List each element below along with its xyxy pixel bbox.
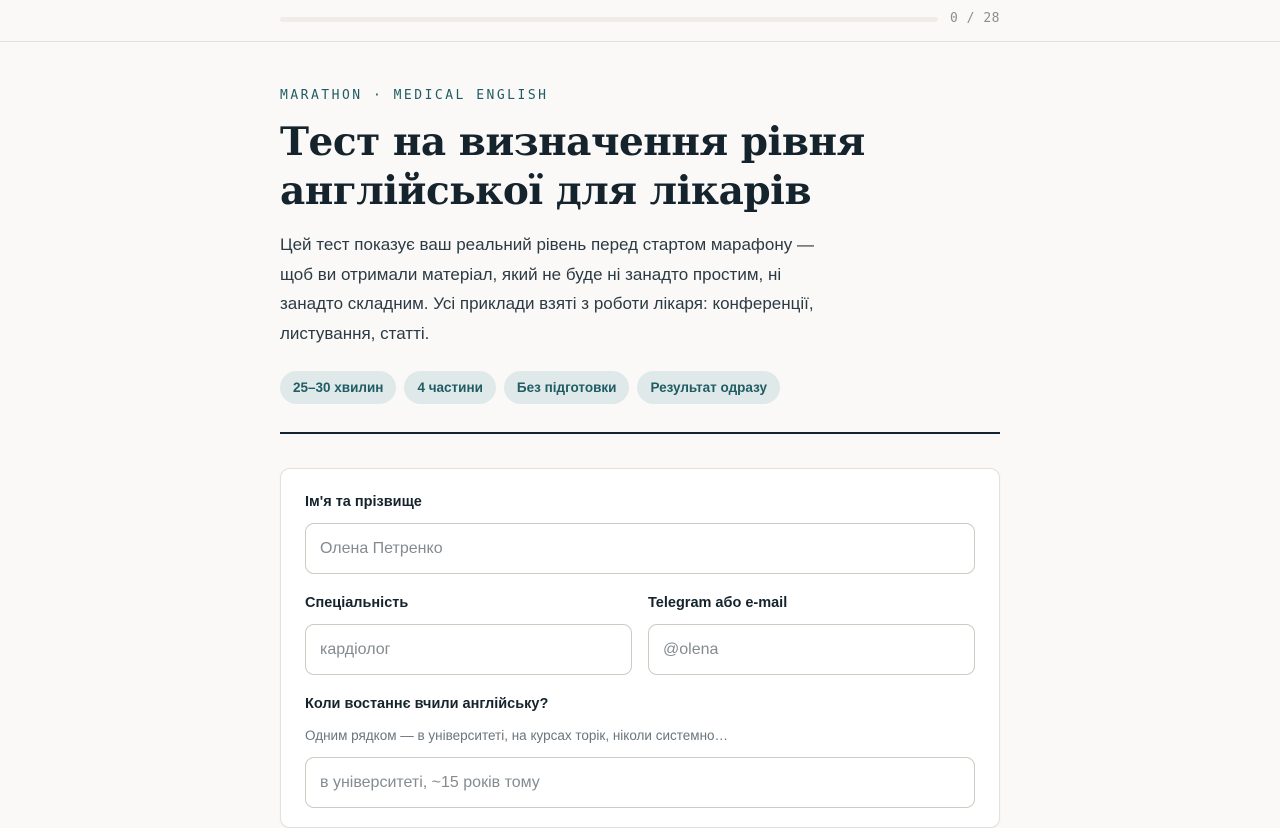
last-studied-hint: Одним рядком — в університеті, на курсах торік, ніколи системно… [305,728,729,743]
page-title: Тест на визначення рівня англійської для лікарів [280,119,865,214]
last-studied-input[interactable] [305,757,975,808]
section-divider [280,432,1000,434]
specialty-label: Спеціальність [305,595,409,611]
chip-duration: 25–30 хвилин [280,371,396,404]
contact-input[interactable] [648,624,975,675]
name-input[interactable] [305,523,975,574]
chip-no-prep: Без підготовки [504,371,630,404]
intro-text: Цей тест показує ваш реальний рівень перед стартом марафону — щоб ви отримали матеріал, який не буде ні занадто простим, ні занадто складним. Усі приклади взяті з роботи лікаря: конференції, листування, статті. [280,235,814,343]
chip-parts: 4 частини [404,371,495,404]
top-progress-bar [0,0,1280,42]
registration-form-card [280,468,1000,828]
progress-count: 0 / 28 [950,11,1000,26]
contact-label: Telegram або e-mail [648,595,788,611]
last-studied-label: Коли востаннє вчили англійську? [305,696,549,712]
progress-track [280,17,938,22]
info-chips [280,371,780,404]
chip-instant-result: Результат одразу [637,371,780,404]
specialty-input[interactable] [305,624,632,675]
name-label: Ім'я та прізвище [305,494,422,510]
eyebrow-label: MARATHON · MEDICAL ENGLISH [280,88,549,103]
